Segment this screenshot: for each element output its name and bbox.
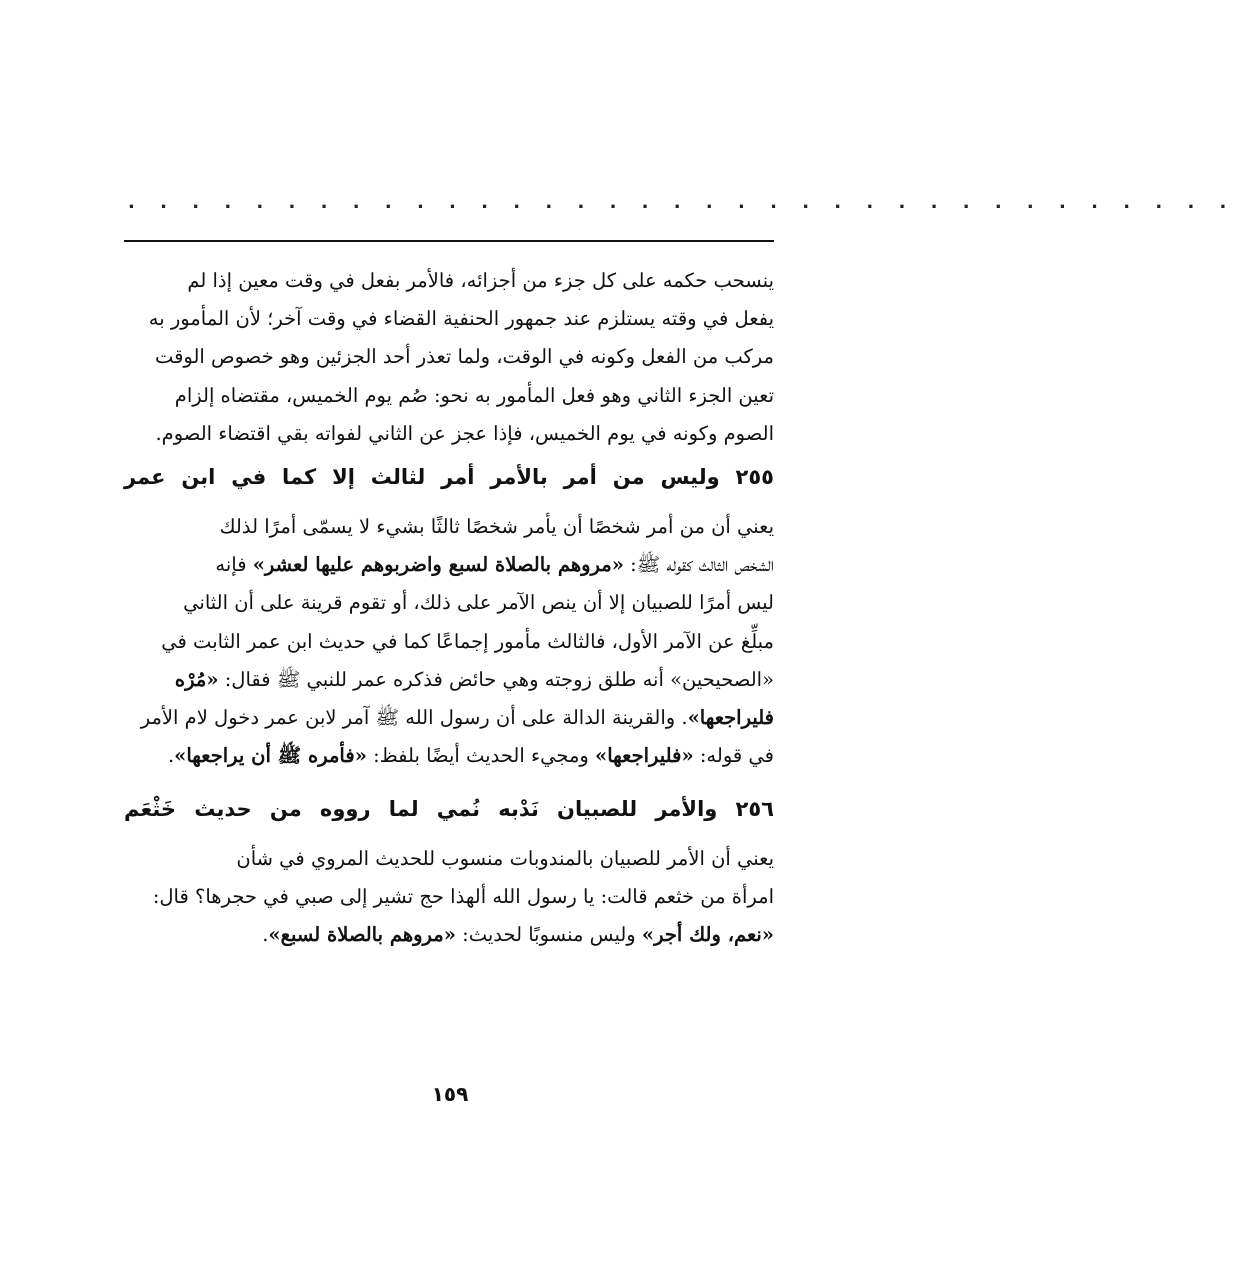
text-line: [124, 916, 774, 954]
hadith-quote: «مُرْه: [174, 667, 219, 691]
hadith-quote: «فليراجعها»: [595, 744, 694, 768]
hadith-quote: «مروهم بالصلاة لسبع»: [268, 923, 456, 947]
text-line: امرأة من خثعم قالت: يا رسول الله ألهذا حج تشير إلى صبي في حجرها؟ قال:: [152, 885, 774, 909]
text-line: مركب من الفعل وكونه في الوقت، ولما تعذر أحد الجزئين وهو خصوص الوقت: [154, 345, 774, 369]
text-run: «الصحيحين» أنه طلق زوجته وهي حائض فذكره عمر للنبي ﷺ فقال:: [218, 667, 774, 691]
hadith-quote: «فأمره ﷺ أن يراجعها»: [174, 744, 367, 768]
text-line: يعني أن الأمر للصبيان بالمندوبات منسوب للحديث المروي في شأن: [236, 847, 774, 870]
hadith-quote: «نعم، ولك أجر»: [641, 923, 774, 947]
text-run: . والقرينة الدالة على أن رسول الله ﷺ آمر لابن عمر دخول لام الأمر: [140, 706, 688, 730]
footnote-separator-dots: . . . . . . . . . . . . . . . . . . . . . . . . . . . . . . . . . . .: [128, 192, 1236, 213]
text-line: [124, 699, 774, 737]
text-line: [124, 737, 774, 775]
verse-256: ٢٥٦ والأمر للصبيان نَدْبه نُمي لما رووه من حديث خَثْعَم: [124, 797, 774, 821]
commentary-255: [124, 508, 774, 775]
verse-255: ٢٥٥ وليس من أمر بالأمر أمر لثالث إلا كما في ابن عمر: [124, 465, 774, 489]
text-line: يفعل في وقته يستلزم عند جمهور الحنفية القضاء في وقت آخر؛ لأن المأمور به: [148, 307, 774, 331]
commentary-256: [124, 840, 774, 955]
text-line: يعني أن من أمر شخصًا أن يأمر شخصًا ثالثًا بشيء لا يسمّى أمرًا لذلك: [219, 515, 774, 538]
hadith-quote: فليراجعها»: [687, 706, 774, 730]
horizontal-rule: [124, 240, 774, 242]
text-run: فإنه: [215, 553, 253, 577]
text-line: [124, 661, 774, 699]
text-line: ينسحب حكمه على كل جزء من أجزائه، فالأمر بفعل في وقت معين إذا لم: [187, 269, 774, 292]
text-run: .: [167, 744, 175, 768]
text-line: الصوم وكونه في يوم الخميس، فإذا عجز عن الثاني لفواته بقي اقتضاء الصوم.: [155, 421, 774, 445]
text-line: [124, 546, 774, 584]
text-line: ليس أمرًا للصبيان إلا أن ينص الآمر على ذلك، أو تقوم قرينة على أن الثاني: [183, 591, 774, 615]
text-line: مبلِّغ عن الآمر الأول، فالثالث مأمور إجماعًا كما في حديث ابن عمر الثابت في: [161, 629, 774, 653]
page-number: ١٥٩: [431, 1082, 469, 1106]
text-run: وليس منسوبًا لحديث:: [455, 923, 642, 947]
intro-paragraph: [124, 262, 774, 453]
text-line: تعين الجزء الثاني وهو فعل المأمور به نحو: صُم يوم الخميس، مقتضاه إلزام: [174, 383, 774, 407]
text-run: .: [262, 923, 269, 947]
text-run: الشخص الثالث كقوله ﷺ:: [623, 553, 774, 577]
hadith-quote: «مروهم بالصلاة لسبع واضربوهم عليها لعشر»: [252, 553, 624, 577]
text-run: في قوله:: [693, 744, 774, 768]
text-run: ومجيء الحديث أيضًا بلفظ:: [366, 744, 596, 768]
